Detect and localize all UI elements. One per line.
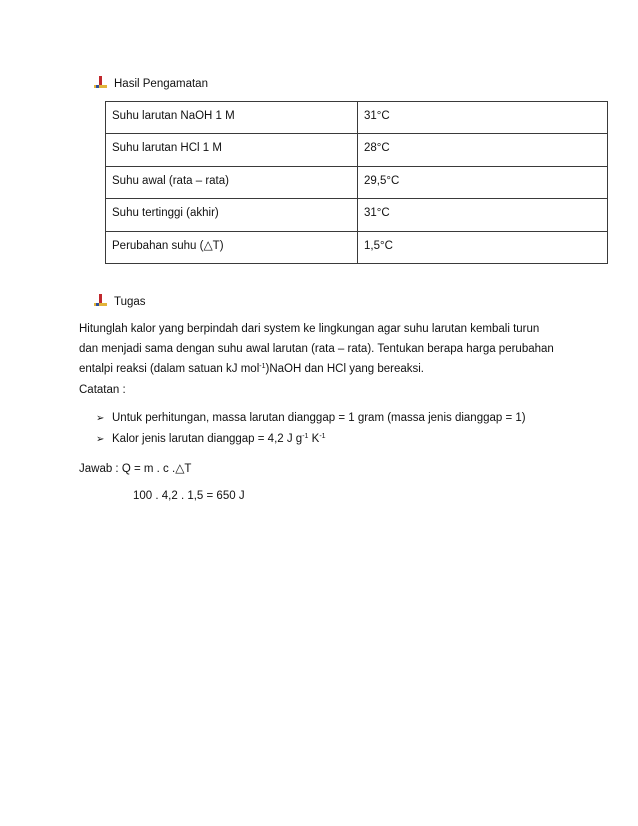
label-text: Perubahan suhu ( — [112, 239, 204, 252]
arrow-bullet-icon: ➢ — [96, 434, 105, 445]
delta-symbol: △ — [203, 237, 213, 252]
table-cell-value: 31°C — [358, 199, 608, 231]
table-cell-value: 1,5°C — [358, 231, 608, 263]
task-line: dan menjadi sama dengan suhu awal larutan (rata – rata). Tentukan berapa harga perubahan — [79, 343, 554, 355]
table-row — [106, 166, 608, 198]
task-line — [79, 359, 579, 379]
notes-label: Catatan : — [79, 384, 126, 396]
delta-symbol: △ — [175, 461, 185, 475]
table-row — [106, 231, 608, 263]
table-cell-label — [106, 231, 358, 263]
list-item — [96, 411, 526, 426]
bullet-icon — [94, 76, 107, 89]
table-cell-value: 28°C — [358, 134, 608, 166]
observation-table — [105, 101, 608, 264]
note-text: Untuk perhitungan, massa larutan dianggap = 1 gram (massa jenis dianggap = 1) — [112, 412, 526, 424]
task-line-text: )NaOH dan HCl yang bereaksi. — [265, 363, 424, 375]
table-cell-value: 29,5°C — [358, 166, 608, 198]
task-paragraph — [79, 319, 579, 379]
list-item — [96, 432, 326, 447]
answer-formula — [79, 459, 579, 479]
formula-text: Jawab : Q = m . c . — [79, 463, 176, 475]
table-cell-value: 31°C — [358, 102, 608, 134]
arrow-bullet-icon: ➢ — [96, 413, 105, 424]
note-text: Kalor jenis larutan dianggap = 4,2 J g — [112, 433, 303, 445]
superscript: -1 — [319, 433, 326, 440]
table-cell-label: Suhu larutan NaOH 1 M — [106, 102, 358, 134]
label-text-end: T) — [212, 239, 224, 252]
task-line: Hitunglah kalor yang berpindah dari system ke lingkungan agar suhu larutan kembali turun — [79, 323, 540, 335]
bullet-icon — [94, 294, 107, 307]
table-cell-label: Suhu larutan HCl 1 M — [106, 134, 358, 166]
observation-heading: Hasil Pengamatan — [114, 78, 208, 90]
table-row — [106, 134, 608, 166]
task-line-text: entalpi reaksi (dalam satuan kJ mol — [79, 363, 260, 375]
superscript: -1 — [259, 363, 266, 370]
note-text: K — [308, 433, 320, 445]
formula-text: T — [184, 463, 192, 475]
answer-calculation: 100 . 4,2 . 1,5 = 650 J — [133, 490, 245, 502]
superscript: -1 — [302, 433, 309, 440]
task-heading: Tugas — [114, 296, 146, 308]
table-cell-label: Suhu awal (rata – rata) — [106, 166, 358, 198]
table-cell-label: Suhu tertinggi (akhir) — [106, 199, 358, 231]
table-row — [106, 102, 608, 134]
table-row — [106, 199, 608, 231]
